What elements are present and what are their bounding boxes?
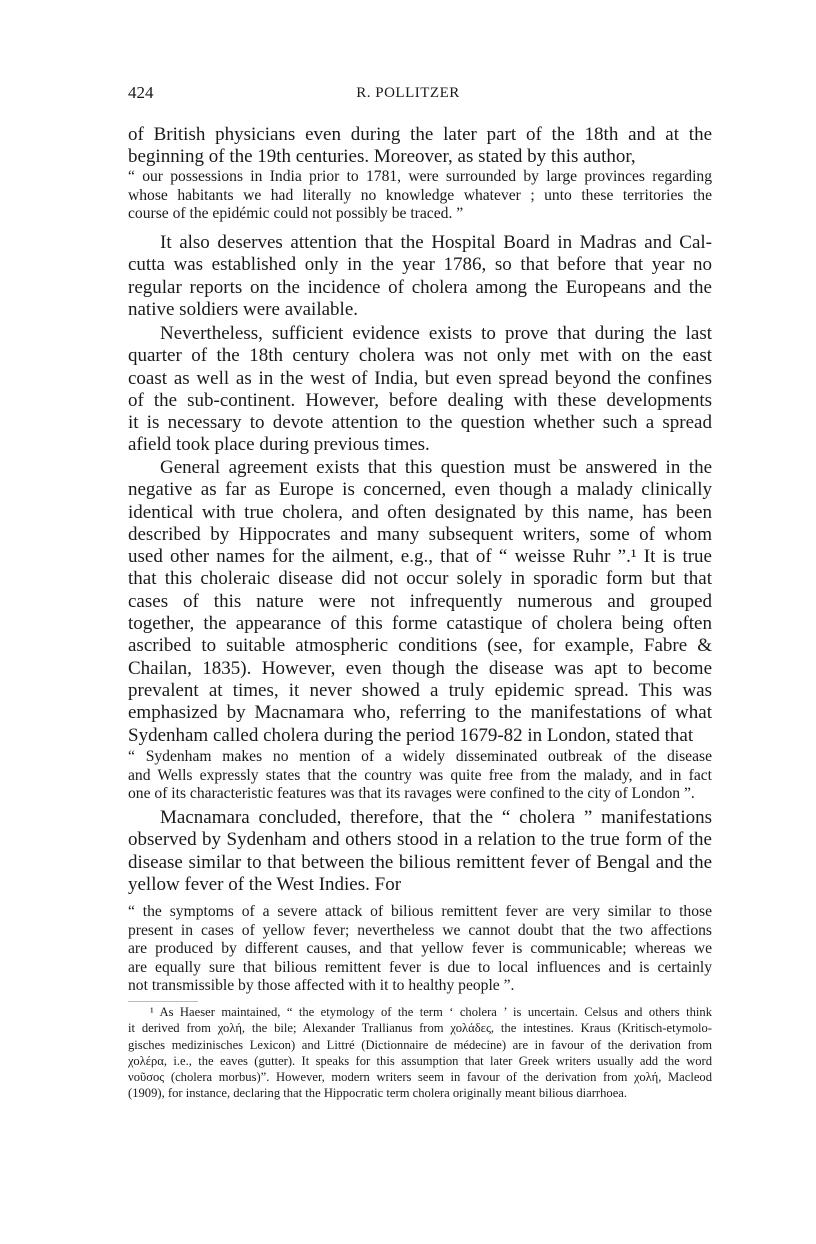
paragraph xyxy=(128,232,712,321)
running-head: R. POLLITZER xyxy=(356,85,460,101)
footnote xyxy=(128,1004,712,1102)
text-line: negative as far as Europe is concerned, even though a malady clinically xyxy=(128,479,712,501)
block-quote xyxy=(128,168,712,224)
text-line: afield took place during previous times. xyxy=(128,434,430,456)
text-line: cases of this nature were not infrequently numerous and grouped xyxy=(128,590,712,612)
text-line: ascribed to suitable atmospheric conditions (see, for example, Fabre & xyxy=(128,635,712,657)
text-line: native soldiers were available. xyxy=(128,298,359,320)
paragraph xyxy=(128,457,712,747)
text-line: cutta was established only in the year 1786, so that before that year no xyxy=(128,254,712,276)
page-number: 424 xyxy=(128,83,154,102)
text-line: (1909), for instance, declaring that the Hippocratic term cholera originally meant bilious diarrhoea. xyxy=(128,1086,628,1101)
text-line: not transmissible by those affected with it to healthy people ”. xyxy=(128,977,515,994)
text-line: Chailan, 1835). However, even though the disease was apt to become xyxy=(128,657,712,679)
text-line: “ the symptoms of a severe attack of bilious remittent fever are very similar to those xyxy=(128,903,712,920)
text-line: Nevertheless, sufficient evidence exists to prove that during the last xyxy=(160,323,712,344)
text-line: disease similar to that between the bilious remittent fever of Bengal and the xyxy=(128,851,712,873)
footnote-divider xyxy=(128,1001,198,1002)
text-line: “ Sydenham makes no mention of a widely disseminated outbreak of the disease xyxy=(128,748,712,765)
block-quote xyxy=(128,903,712,996)
text-line: prevalent at times, it never showed a truly epidemic spread. This was xyxy=(128,679,712,701)
text-line: it is necessary to devote attention to the question whether such a spread xyxy=(128,412,712,434)
text-line: It also deserves attention that the Hospital Board in Madras and Cal- xyxy=(160,232,712,253)
text-line: quarter of the 18th century cholera was not only met with on the east xyxy=(128,345,712,367)
text-line: are produced by different causes, and that yellow fever is communicable; whereas we xyxy=(128,940,712,957)
text-line: it derived from χολή, the bile; Alexander Trallianus from χολάδες, the intestines. Kraus (Kritisch-etymolo- xyxy=(128,1021,712,1036)
text-line: used other names for the ailment, e.g., that of “ weisse Ruhr ”.¹ It is true xyxy=(128,546,712,568)
text-line: νοῦσος (cholera morbus)”. However, modern writers seem in favour of the derivation from χολή, Macleod xyxy=(128,1070,712,1085)
text-line: General agreement exists that this question must be answered in the xyxy=(160,457,712,478)
paragraph xyxy=(128,807,712,896)
text-line: gisches medizinisches Lexicon) and Littré (Dictionnaire de médecine) are in favour of the derivation from xyxy=(128,1037,712,1052)
text-line: are equally sure that bilious remittent fever is due to local influences and is certainly xyxy=(128,958,712,976)
text-line: identical with true cholera, and often designated by this name, has been xyxy=(128,501,712,523)
text-line: of British physicians even during the later part of the 18th and at the xyxy=(128,124,712,145)
text-line: coast as well as in the west of India, but even spread beyond the confines xyxy=(128,367,712,389)
text-line: regular reports on the incidence of cholera among the Europeans and the xyxy=(128,276,712,298)
text-line: Macnamara concluded, therefore, that the “ cholera ” manifestations xyxy=(160,807,712,828)
text-line: ¹ As Haeser maintained, “ the etymology of the term ‘ cholera ’ is uncertain. Celsus and others think xyxy=(150,1005,712,1019)
text-line: “ our possessions in India prior to 1781, were surrounded by large provinces regarding xyxy=(128,168,712,185)
text-line: one of its characteristic features was that its ravages were confined to the city of London ”. xyxy=(128,785,695,802)
text-line: beginning of the 19th centuries. Moreover, as stated by this author, xyxy=(128,146,636,168)
block-quote xyxy=(128,748,712,804)
text-line: emphasized by Macnamara who, referring to the manifestations of what xyxy=(128,702,712,724)
text-line: yellow fever of the West Indies. For xyxy=(128,873,402,895)
text-line: χολέρα, i.e., the eaves (gutter). It speaks for this assumption that later Greek writers usually add the word xyxy=(128,1053,712,1068)
text-line: and Wells expressly states that the country was quite free from the malady, and in fact xyxy=(128,766,712,784)
text-line: observed by Sydenham and others stood in a relation to the true form of the xyxy=(128,829,712,851)
text-line: Sydenham called cholera during the period 1679-82 in London, stated that xyxy=(128,724,694,746)
text-line: present in cases of yellow fever; nevertheless we cannot doubt that the two affections xyxy=(128,921,712,939)
text-line: that this choleraic disease did not occur solely in sporadic form but that xyxy=(128,568,712,590)
text-line: of the sub-continent. However, before dealing with these developments xyxy=(128,389,712,411)
text-line: whose habitants we had literally no knowledge whatever ; unto these territories the xyxy=(128,186,712,204)
text-line: course of the epidémic could not possibly be traced. ” xyxy=(128,205,464,222)
text-line: together, the appearance of this forme catastique of cholera being often xyxy=(128,613,712,635)
paragraph xyxy=(128,323,712,457)
paragraph xyxy=(128,124,712,169)
text-line: described by Hippocrates and many subsequent writers, some of whom xyxy=(128,523,712,545)
